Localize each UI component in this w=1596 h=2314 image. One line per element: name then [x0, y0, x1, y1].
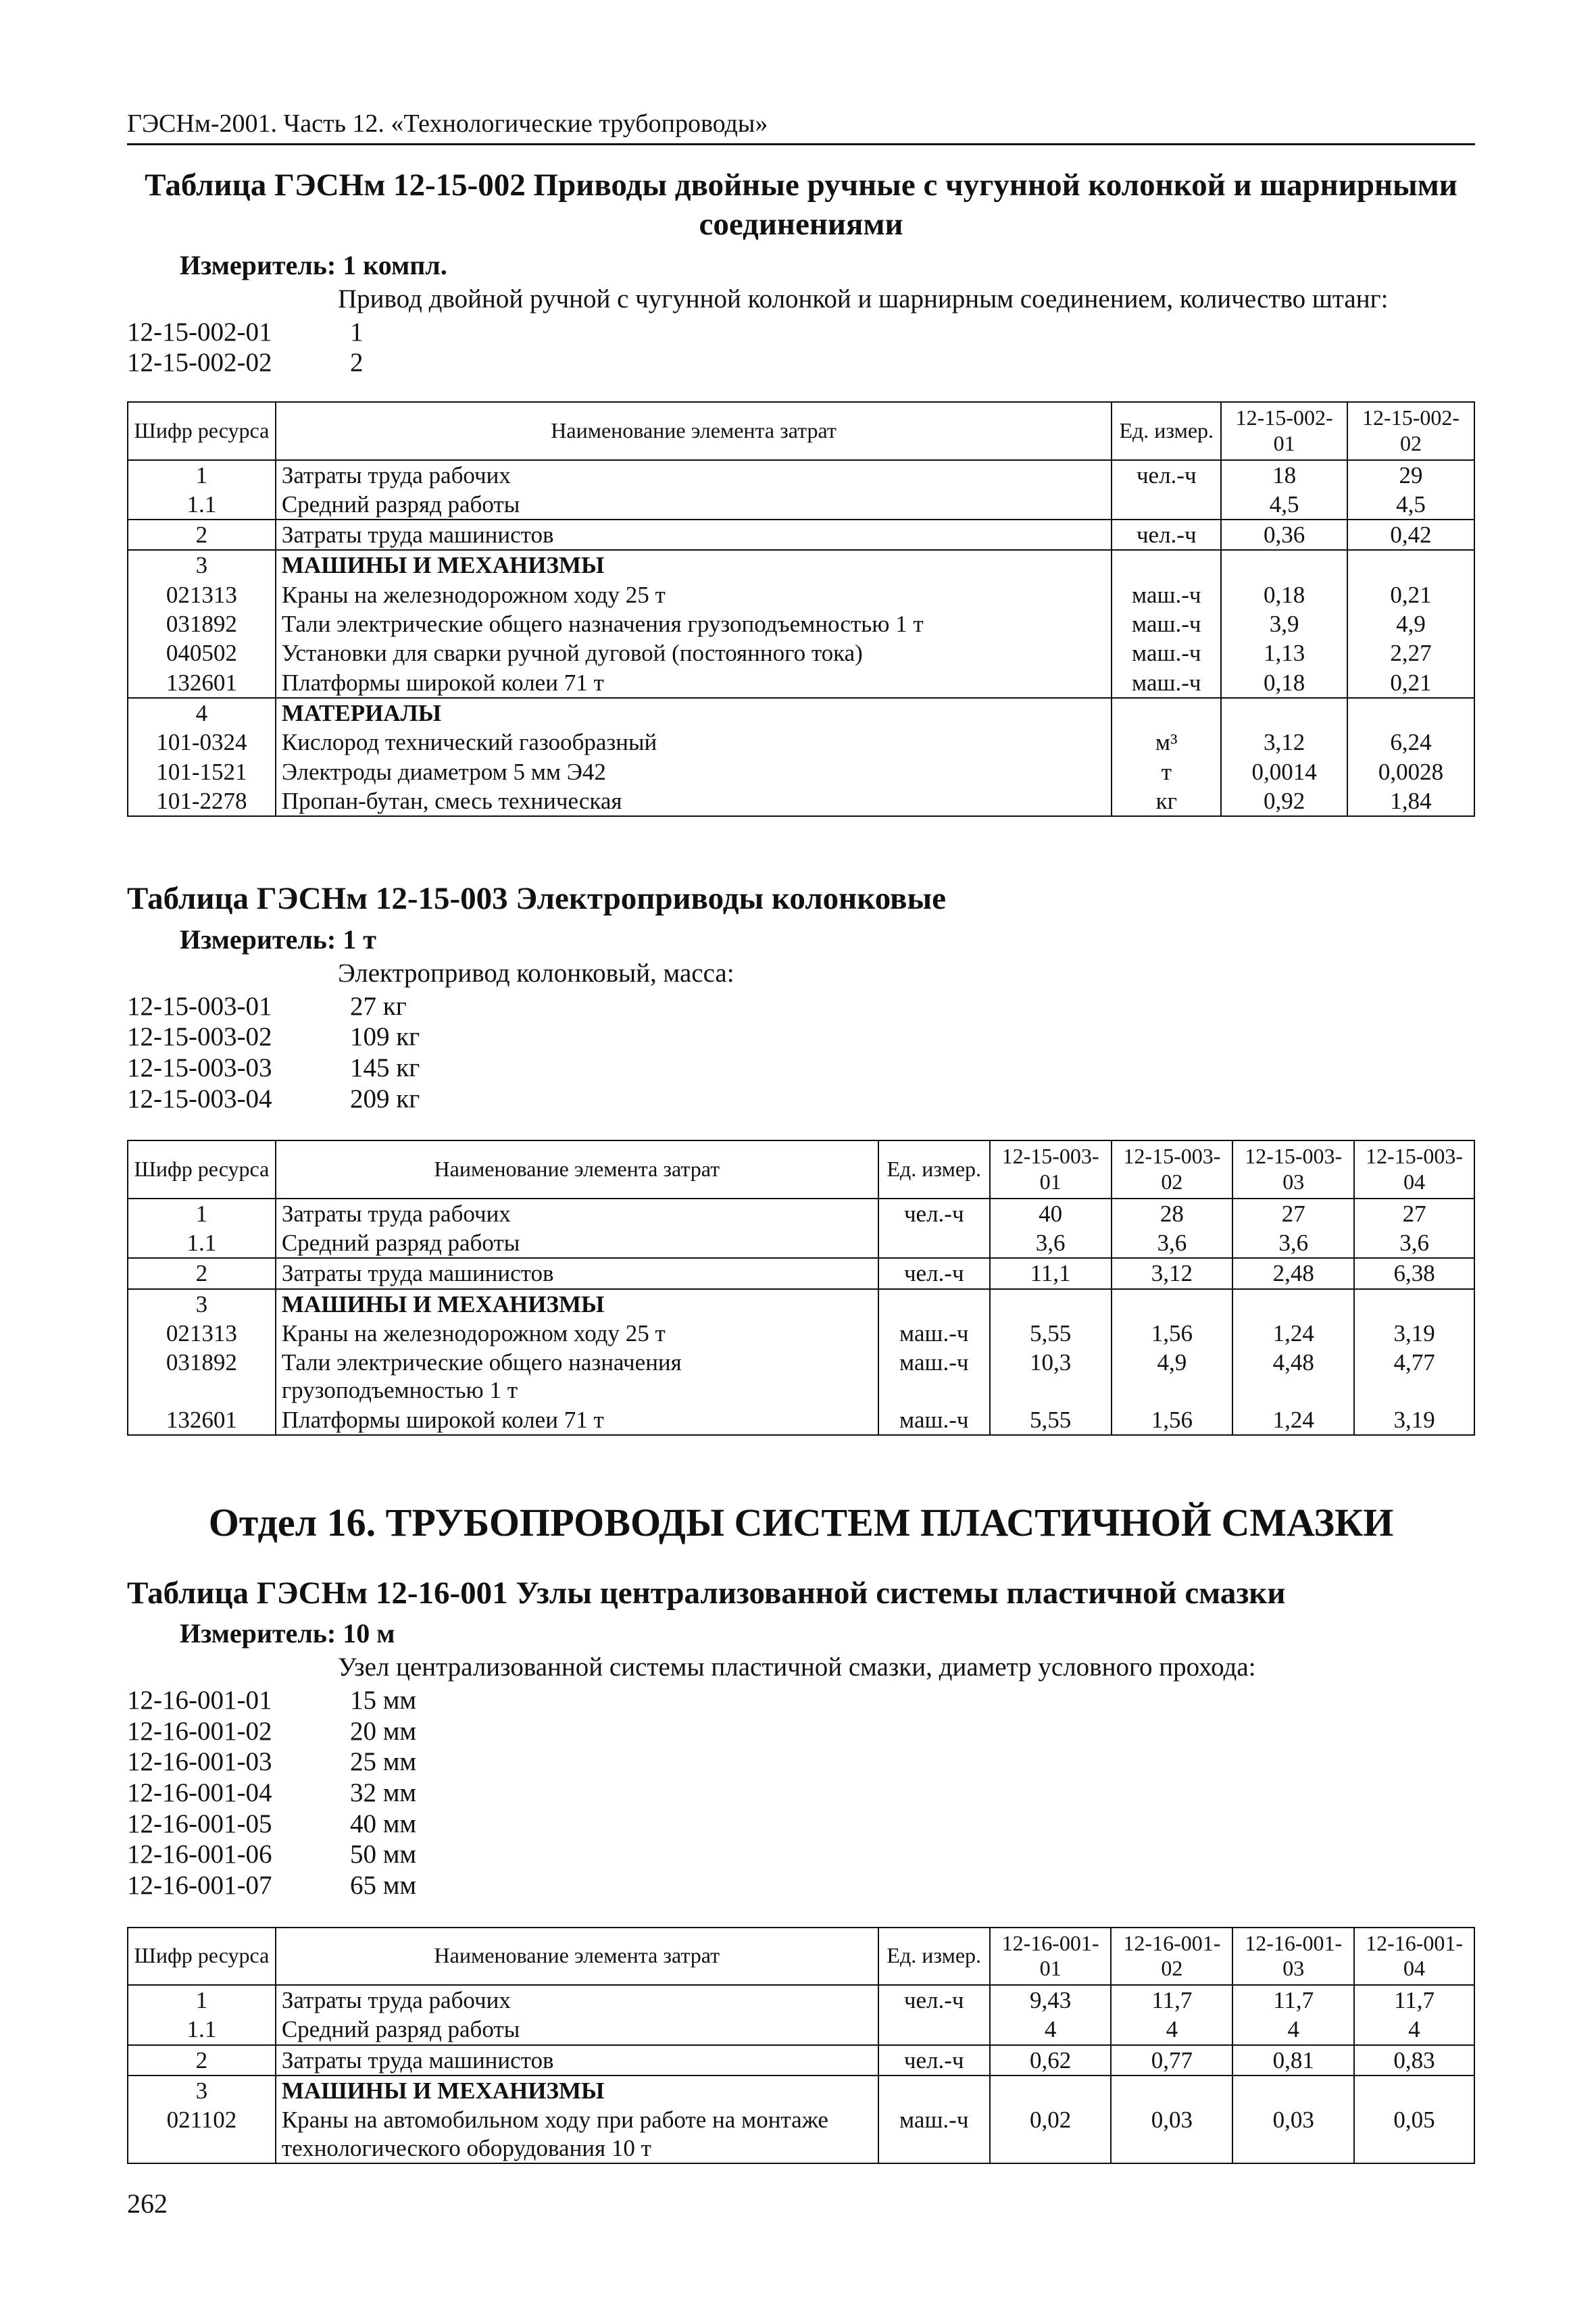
unit-cell [1112, 550, 1221, 580]
header-name: Наименование элемента затрат [276, 1928, 878, 1986]
table-row [128, 1228, 1474, 1258]
cipher-cell: 031892 [128, 1348, 276, 1405]
section-row [128, 2076, 1474, 2105]
value-cell: 3,12 [1221, 728, 1347, 757]
value-cell: 4,5 [1347, 490, 1474, 520]
code-row [127, 1809, 1475, 1840]
value-cell [1354, 1289, 1474, 1319]
cipher-cell: 101-2278 [128, 786, 276, 816]
unit-cell: чел.-ч [1112, 460, 1221, 490]
cipher-cell: 021313 [128, 1319, 276, 1348]
code-row [127, 991, 1475, 1022]
norm-code: 12-16-001-01 [127, 1686, 272, 1715]
cipher-cell: 040502 [128, 638, 276, 668]
table-block-12-15-002 [127, 166, 1475, 818]
header-unit: Ед. измер. [1112, 402, 1221, 460]
value-cell: 0,81 [1232, 2045, 1354, 2076]
value-cell: 10,3 [990, 1348, 1112, 1405]
header-cipher: Шифр ресурса [128, 402, 276, 460]
unit-cell [878, 2015, 990, 2044]
table-row [128, 580, 1474, 609]
norm-parameter: 25 мм [350, 1747, 417, 1777]
code-list [127, 991, 1475, 1115]
code-row [127, 1084, 1475, 1115]
value-cell: 3,6 [990, 1228, 1112, 1258]
value-cell: 3,19 [1354, 1319, 1474, 1348]
value-cell [1232, 2076, 1354, 2105]
value-cell [1112, 1289, 1233, 1319]
value-cell: 0,0028 [1347, 757, 1474, 786]
unit-cell: маш.-ч [1112, 580, 1221, 609]
value-cell: 29 [1347, 460, 1474, 490]
unit-cell: чел.-ч [878, 1985, 990, 2015]
running-head: ГЭСНм-2001. Часть 12. «Технологические трубопроводы» [127, 108, 1475, 145]
value-cell: 1,56 [1112, 1319, 1233, 1348]
norm-code: 12-15-002-01 [127, 317, 272, 347]
section-row [128, 550, 1474, 580]
table-row [128, 460, 1474, 490]
header-norm-code: 12-15-003-04 [1354, 1140, 1474, 1199]
header-norm-code: 12-16-001-03 [1232, 1928, 1354, 1986]
norm-parameter: 50 мм [350, 1840, 417, 1869]
table-row [128, 1319, 1474, 1348]
norm-code: 12-15-002-02 [127, 348, 272, 378]
table-row [128, 668, 1474, 698]
value-cell: 0,03 [1111, 2105, 1232, 2163]
value-cell [1221, 550, 1347, 580]
norm-code: 12-15-003-01 [127, 991, 272, 1021]
unit-cell [1112, 490, 1221, 520]
value-cell: 0,62 [990, 2045, 1112, 2076]
header-name: Наименование элемента затрат [276, 1140, 878, 1199]
value-cell: 4 [1232, 2015, 1354, 2044]
value-cell: 27 [1354, 1199, 1474, 1228]
value-cell: 11,7 [1232, 1985, 1354, 2015]
code-row [127, 347, 1475, 378]
name-cell: Тали электрические общего назначения грузоподъемностью 1 т [276, 609, 1112, 638]
table-block-12-16-001 [127, 1574, 1475, 2164]
cipher-cell: 1 [128, 460, 276, 490]
norm-parameter: 15 мм [350, 1686, 417, 1715]
table-row [128, 609, 1474, 638]
header-unit: Ед. измер. [878, 1928, 990, 1986]
name-cell: Затраты труда машинистов [276, 520, 1112, 550]
cipher-cell: 031892 [128, 609, 276, 638]
table-row [128, 1405, 1474, 1435]
name-cell: Средний разряд работы [276, 490, 1112, 520]
cipher-cell: 1.1 [128, 490, 276, 520]
value-cell: 3,6 [1232, 1228, 1354, 1258]
header-name: Наименование элемента затрат [276, 402, 1112, 460]
value-cell: 9,43 [990, 1985, 1112, 2015]
value-cell: 5,55 [990, 1319, 1112, 1348]
table-row [128, 728, 1474, 757]
value-cell: 0,0014 [1221, 757, 1347, 786]
header-cipher: Шифр ресурса [128, 1140, 276, 1199]
value-cell: 3,19 [1354, 1405, 1474, 1435]
norm-parameter: 27 кг [350, 991, 407, 1021]
table-block-12-15-003 [127, 879, 1475, 1436]
cipher-cell: 132601 [128, 1405, 276, 1435]
value-cell: 11,7 [1354, 1985, 1474, 2015]
code-row [127, 317, 1475, 348]
value-cell: 0,42 [1347, 520, 1474, 550]
norm-code: 12-16-001-02 [127, 1716, 272, 1746]
value-cell: 11,7 [1111, 1985, 1232, 2015]
cipher-cell: 2 [128, 2045, 276, 2076]
name-cell: Краны на автомобильном ходу при работе на монтаже технологического оборудования 10 т [276, 2105, 878, 2163]
unit-cell: маш.-ч [878, 1405, 990, 1435]
value-cell [1347, 550, 1474, 580]
value-cell: 3,12 [1112, 1258, 1233, 1288]
value-cell: 4,9 [1347, 609, 1474, 638]
cipher-cell: 101-0324 [128, 728, 276, 757]
norm-table [127, 1927, 1475, 2164]
table-row [128, 1199, 1474, 1228]
value-cell [990, 2076, 1112, 2105]
cipher-cell: 021313 [128, 580, 276, 609]
header-unit: Ед. измер. [878, 1140, 990, 1199]
name-cell: Средний разряд работы [276, 2015, 878, 2044]
table-row [128, 490, 1474, 520]
unit-cell [878, 1289, 990, 1319]
name-cell: Пропан-бутан, смесь техническая [276, 786, 1112, 816]
value-cell: 6,38 [1354, 1258, 1474, 1288]
header-norm-code: 12-15-003-01 [990, 1140, 1112, 1199]
value-cell: 1,24 [1232, 1319, 1354, 1348]
work-description: Узел централизованной системы пластичной смазки, диаметр условного прохода: [338, 1653, 1256, 1682]
norm-code: 12-16-001-05 [127, 1809, 272, 1838]
meter: Измеритель: 1 компл. [180, 250, 447, 280]
value-cell: 40 [990, 1199, 1112, 1228]
norm-code: 12-16-001-07 [127, 1870, 272, 1900]
value-cell: 0,03 [1232, 2105, 1354, 2163]
norm-table [127, 1140, 1475, 1436]
norm-parameter: 145 кг [350, 1053, 420, 1082]
value-cell: 11,1 [990, 1258, 1112, 1288]
norm-code: 12-15-003-03 [127, 1053, 272, 1082]
cipher-cell: 2 [128, 1258, 276, 1288]
code-row [127, 1022, 1475, 1053]
value-cell: 0,92 [1221, 786, 1347, 816]
name-cell: Затраты труда рабочих [276, 460, 1112, 490]
value-cell [1347, 698, 1474, 728]
unit-cell: чел.-ч [878, 1199, 990, 1228]
norm-parameter: 2 [350, 348, 364, 378]
header-norm-code: 12-15-002-01 [1221, 402, 1347, 460]
meter: Измеритель: 10 м [180, 1618, 395, 1649]
value-cell: 4,77 [1354, 1348, 1474, 1405]
value-cell: 1,13 [1221, 638, 1347, 668]
header-cipher: Шифр ресурса [128, 1928, 276, 1986]
unit-cell: маш.-ч [878, 2105, 990, 2163]
code-row [127, 1870, 1475, 1901]
code-list [127, 317, 1475, 378]
value-cell: 1,24 [1232, 1405, 1354, 1435]
code-row [127, 1778, 1475, 1809]
unit-cell: маш.-ч [1112, 668, 1221, 698]
unit-cell: кг [1112, 786, 1221, 816]
cipher-cell: 021102 [128, 2105, 276, 2163]
name-cell: Средний разряд работы [276, 1228, 878, 1258]
norm-parameter: 209 кг [350, 1084, 420, 1113]
header-norm-code: 12-15-002-02 [1347, 402, 1474, 460]
name-cell: Электроды диаметром 5 мм Э42 [276, 757, 1112, 786]
value-cell: 1,56 [1112, 1405, 1233, 1435]
norm-parameter: 32 мм [350, 1778, 417, 1808]
norm-parameter: 109 кг [350, 1022, 420, 1052]
value-cell: 4,9 [1112, 1348, 1233, 1405]
table-title: Таблица ГЭСНм 12-15-002 Приводы двойные ручные с чугунной колонкой и шарнирными соединениями [145, 167, 1457, 243]
table-title: Таблица ГЭСНм 12-15-003 Электроприводы колонковые [127, 881, 946, 917]
value-cell [1232, 1289, 1354, 1319]
value-cell: 0,05 [1354, 2105, 1474, 2163]
cipher-cell: 132601 [128, 668, 276, 698]
value-cell: 0,18 [1221, 580, 1347, 609]
cipher-cell: 3 [128, 550, 276, 580]
work-description: Привод двойной ручной с чугунной колонкой и шарнирным соединением, количество штанг: [338, 284, 1389, 313]
table-row [128, 1985, 1474, 2015]
unit-cell: чел.-ч [1112, 520, 1221, 550]
document-page [127, 108, 1475, 2164]
name-cell: Установки для сварки ручной дуговой (постоянного тока) [276, 638, 1112, 668]
value-cell: 4 [990, 2015, 1112, 2044]
norm-parameter: 1 [350, 317, 364, 347]
norm-code: 12-16-001-06 [127, 1840, 272, 1869]
value-cell: 4,48 [1232, 1348, 1354, 1405]
table-row [128, 757, 1474, 786]
value-cell: 4 [1111, 2015, 1232, 2044]
cipher-cell: 1.1 [128, 1228, 276, 1258]
value-cell: 0,77 [1111, 2045, 1232, 2076]
work-description: Электропривод колонковый, масса: [338, 958, 734, 988]
cipher-cell: 3 [128, 2076, 276, 2105]
table-row [128, 2015, 1474, 2044]
name-cell: Затраты труда рабочих [276, 1985, 878, 2015]
value-cell: 0,36 [1221, 520, 1347, 550]
cipher-cell: 4 [128, 698, 276, 728]
unit-cell: маш.-ч [1112, 609, 1221, 638]
name-cell: Краны на железнодорожном ходу 25 т [276, 1319, 878, 1348]
unit-cell [1112, 698, 1221, 728]
value-cell: 2,48 [1232, 1258, 1354, 1288]
value-cell: 0,21 [1347, 668, 1474, 698]
norm-code: 12-15-003-04 [127, 1084, 272, 1113]
table-row [128, 520, 1474, 550]
value-cell [1111, 2076, 1232, 2105]
cipher-cell: 101-1521 [128, 757, 276, 786]
unit-cell: чел.-ч [878, 2045, 990, 2076]
cipher-cell: 1 [128, 1199, 276, 1228]
table-row [128, 2105, 1474, 2163]
meter: Измеритель: 1 т [180, 924, 376, 955]
value-cell: 0,18 [1221, 668, 1347, 698]
value-cell: 3,6 [1112, 1228, 1233, 1258]
section-row [128, 1289, 1474, 1319]
section-row [128, 698, 1474, 728]
unit-cell: маш.-ч [878, 1319, 990, 1348]
header-norm-code: 12-15-003-02 [1112, 1140, 1233, 1199]
cipher-cell: 1 [128, 1985, 276, 2015]
name-cell: Платформы широкой колеи 71 т [276, 668, 1112, 698]
unit-cell: чел.-ч [878, 1258, 990, 1288]
value-cell: 2,27 [1347, 638, 1474, 668]
unit-cell [878, 1228, 990, 1258]
table-title: Таблица ГЭСНм 12-16-001 Узлы централизованной системы пластичной смазки [127, 1575, 1286, 1611]
norm-parameter: 20 мм [350, 1716, 417, 1746]
unit-cell [878, 2076, 990, 2105]
value-cell: 28 [1112, 1199, 1233, 1228]
name-cell: МАШИНЫ И МЕХАНИЗМЫ [276, 550, 1112, 580]
code-row [127, 1716, 1475, 1747]
value-cell: 5,55 [990, 1405, 1112, 1435]
header-norm-code: 12-16-001-01 [990, 1928, 1112, 1986]
code-row [127, 1746, 1475, 1778]
table-row [128, 2045, 1474, 2076]
value-cell: 0,83 [1354, 2045, 1474, 2076]
page-number: 262 [127, 2188, 168, 2219]
name-cell: Кислород технический газообразный [276, 728, 1112, 757]
value-cell [1221, 698, 1347, 728]
name-cell: Тали электрические общего назначения грузоподъемностью 1 т [276, 1348, 878, 1405]
norm-code: 12-15-003-02 [127, 1022, 272, 1052]
value-cell: 0,21 [1347, 580, 1474, 609]
cipher-cell: 3 [128, 1289, 276, 1319]
code-row [127, 1839, 1475, 1870]
value-cell: 18 [1221, 460, 1347, 490]
header-norm-code: 12-15-003-03 [1232, 1140, 1354, 1199]
table-row [128, 638, 1474, 668]
name-cell: Затраты труда машинистов [276, 2045, 878, 2076]
name-cell: МАШИНЫ И МЕХАНИЗМЫ [276, 1289, 878, 1319]
value-cell: 1,84 [1347, 786, 1474, 816]
unit-cell: м³ [1112, 728, 1221, 757]
table-row [128, 786, 1474, 816]
name-cell: МАШИНЫ И МЕХАНИЗМЫ [276, 2076, 878, 2105]
name-cell: Платформы широкой колеи 71 т [276, 1405, 878, 1435]
value-cell: 4,5 [1221, 490, 1347, 520]
value-cell: 3,9 [1221, 609, 1347, 638]
name-cell: МАТЕРИАЛЫ [276, 698, 1112, 728]
name-cell: Краны на железнодорожном ходу 25 т [276, 580, 1112, 609]
norm-parameter: 65 мм [350, 1870, 417, 1900]
header-norm-code: 12-16-001-02 [1111, 1928, 1232, 1986]
table-row [128, 1348, 1474, 1405]
name-cell: Затраты труда рабочих [276, 1199, 878, 1228]
name-cell: Затраты труда машинистов [276, 1258, 878, 1288]
table-row [128, 1258, 1474, 1288]
unit-cell: маш.-ч [878, 1348, 990, 1405]
norm-code: 12-16-001-03 [127, 1747, 272, 1777]
unit-cell: маш.-ч [1112, 638, 1221, 668]
unit-cell: т [1112, 757, 1221, 786]
cipher-cell: 2 [128, 520, 276, 550]
cipher-cell: 1.1 [128, 2015, 276, 2044]
norm-code: 12-16-001-04 [127, 1778, 272, 1808]
value-cell [990, 1289, 1112, 1319]
norm-table [127, 401, 1475, 817]
section-title: Отдел 16. ТРУБОПРОВОДЫ СИСТЕМ ПЛАСТИЧНОЙ СМАЗКИ [208, 1501, 1394, 1545]
value-cell: 0,02 [990, 2105, 1112, 2163]
header-norm-code: 12-16-001-04 [1354, 1928, 1474, 1986]
code-row [127, 1053, 1475, 1084]
value-cell: 3,6 [1354, 1228, 1474, 1258]
value-cell: 27 [1232, 1199, 1354, 1228]
norm-parameter: 40 мм [350, 1809, 417, 1838]
code-list [127, 1685, 1475, 1901]
value-cell [1354, 2076, 1474, 2105]
value-cell: 6,24 [1347, 728, 1474, 757]
value-cell: 4 [1354, 2015, 1474, 2044]
code-row [127, 1685, 1475, 1716]
